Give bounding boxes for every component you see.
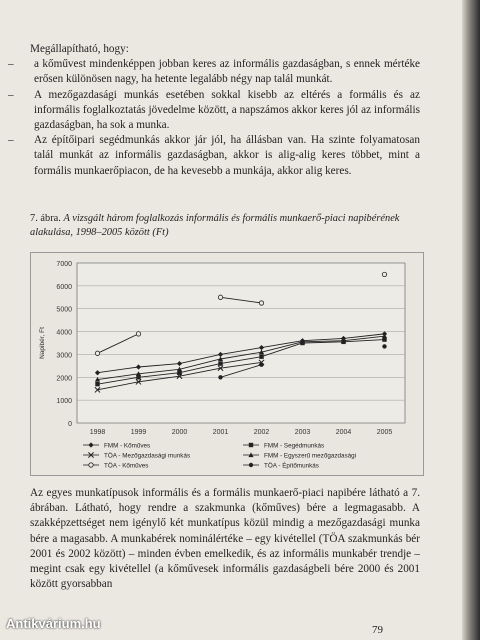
- bullet-item: – A mezőgazdasági munkás esetében sokkal kisebb az eltérés a formális és az informális foglalkoztatás jövedelme között, a napszámos akkor keres jól az informális gazdaságban, ha sok a munka.: [30, 88, 420, 134]
- x-tick-label: 2003: [294, 429, 311, 436]
- legend-marker: [249, 443, 253, 447]
- x-tick-label: 2004: [335, 429, 352, 436]
- bullet-item: – Az építőipari segédmunkás akkor jár jól, ha állásban van. Ha szinte folyamatosan talál munkát az informális gazdaságban, akkor is alig-alig keres többet, mint a formális munkaerőpiacon, de ha kevesebb a munkája, akkor alig keres.: [30, 133, 420, 179]
- data-point: [218, 361, 222, 365]
- data-point: [259, 355, 263, 359]
- y-tick-label: 5000: [56, 306, 72, 314]
- y-tick-label: 3000: [56, 352, 72, 360]
- y-tick-label: 2000: [56, 375, 72, 383]
- watermark-brand: Antikvárium.hu: [6, 616, 101, 631]
- legend-label: TÖA - Kőműves: [104, 462, 149, 470]
- data-point: [136, 332, 140, 336]
- y-tick-label: 7000: [56, 261, 72, 268]
- y-axis-label: Napibér, Ft: [39, 327, 46, 359]
- legend-marker: [88, 442, 93, 447]
- text-block-bottom: Az egyes munkatípusok informális és a formális munkaerő-piaci napibére látható a 7. ábrában. Látható, hogy rendre a szakmunka (kőműves) bére a legmagasabb. A szakképzettséget nem igénylő két munkatípus közül mindig a mezőgazdasági munka bére a magasabb. A munkabérek nominálértéke – egy kivétellel (TÖA szakmunkás bér 2001 és 2002 között) – minden évben emelkedik, és az informális munkabér trendje – megint csak egy kivétellel (a kőművesek informális gazdaságbeli bére 2000 és 2001 között gyorsabban: [30, 487, 420, 591]
- x-tick-label: 2000: [171, 429, 188, 436]
- data-point: [382, 272, 386, 276]
- data-point: [95, 351, 99, 355]
- data-point: [259, 363, 263, 367]
- y-tick-label: 1000: [56, 398, 72, 406]
- data-point: [95, 382, 99, 386]
- figure-caption: [30, 212, 430, 240]
- data-point: [218, 375, 222, 379]
- legend-marker: [89, 463, 93, 467]
- text-block-top: [30, 42, 420, 179]
- x-tick-label: 2005: [376, 429, 393, 436]
- x-tick-label: 1998: [89, 429, 106, 436]
- line-chart: [31, 253, 423, 475]
- legend-label: TÖA - Építőmunkás: [264, 462, 319, 470]
- y-tick-label: 6000: [56, 283, 72, 291]
- book-page-edge: [462, 0, 480, 640]
- y-tick-label: 0: [68, 421, 72, 428]
- figure-chart: [30, 252, 424, 476]
- bullet-item: – a kőművest mindenképpen jobban keres az informális gazdaságban, s ennek mértéke erősen különösen nagy, ha hetente legalább négy nap talál munkát.: [30, 57, 420, 87]
- x-tick-label: 1999: [130, 429, 147, 436]
- legend-marker: [249, 463, 253, 467]
- legend-label: FMM - Egyszerű mezőgazdasági: [264, 452, 357, 460]
- y-tick-label: 4000: [56, 329, 72, 337]
- data-point: [259, 301, 263, 305]
- plot-area: [77, 263, 405, 423]
- x-tick-label: 2001: [212, 429, 229, 436]
- intro-line: Megállapítható, hogy:: [30, 43, 129, 55]
- legend-label: FMM - Kőműves: [104, 442, 151, 450]
- figure-label: 7. ábra.: [30, 213, 61, 224]
- figure-caption-text: A vizsgált három foglalkozás informális és formális munkaerő-piaci napibérének alakulása, 1998–2005 között (Ft): [30, 213, 400, 238]
- data-point: [218, 295, 222, 299]
- data-point: [382, 344, 386, 348]
- legend-label: FMM - Segédmunkás: [264, 442, 325, 450]
- page-number: 79: [372, 624, 383, 636]
- x-tick-label: 2002: [253, 429, 270, 436]
- legend-label: TÖA - Mezőgazdasági munkás: [104, 452, 191, 460]
